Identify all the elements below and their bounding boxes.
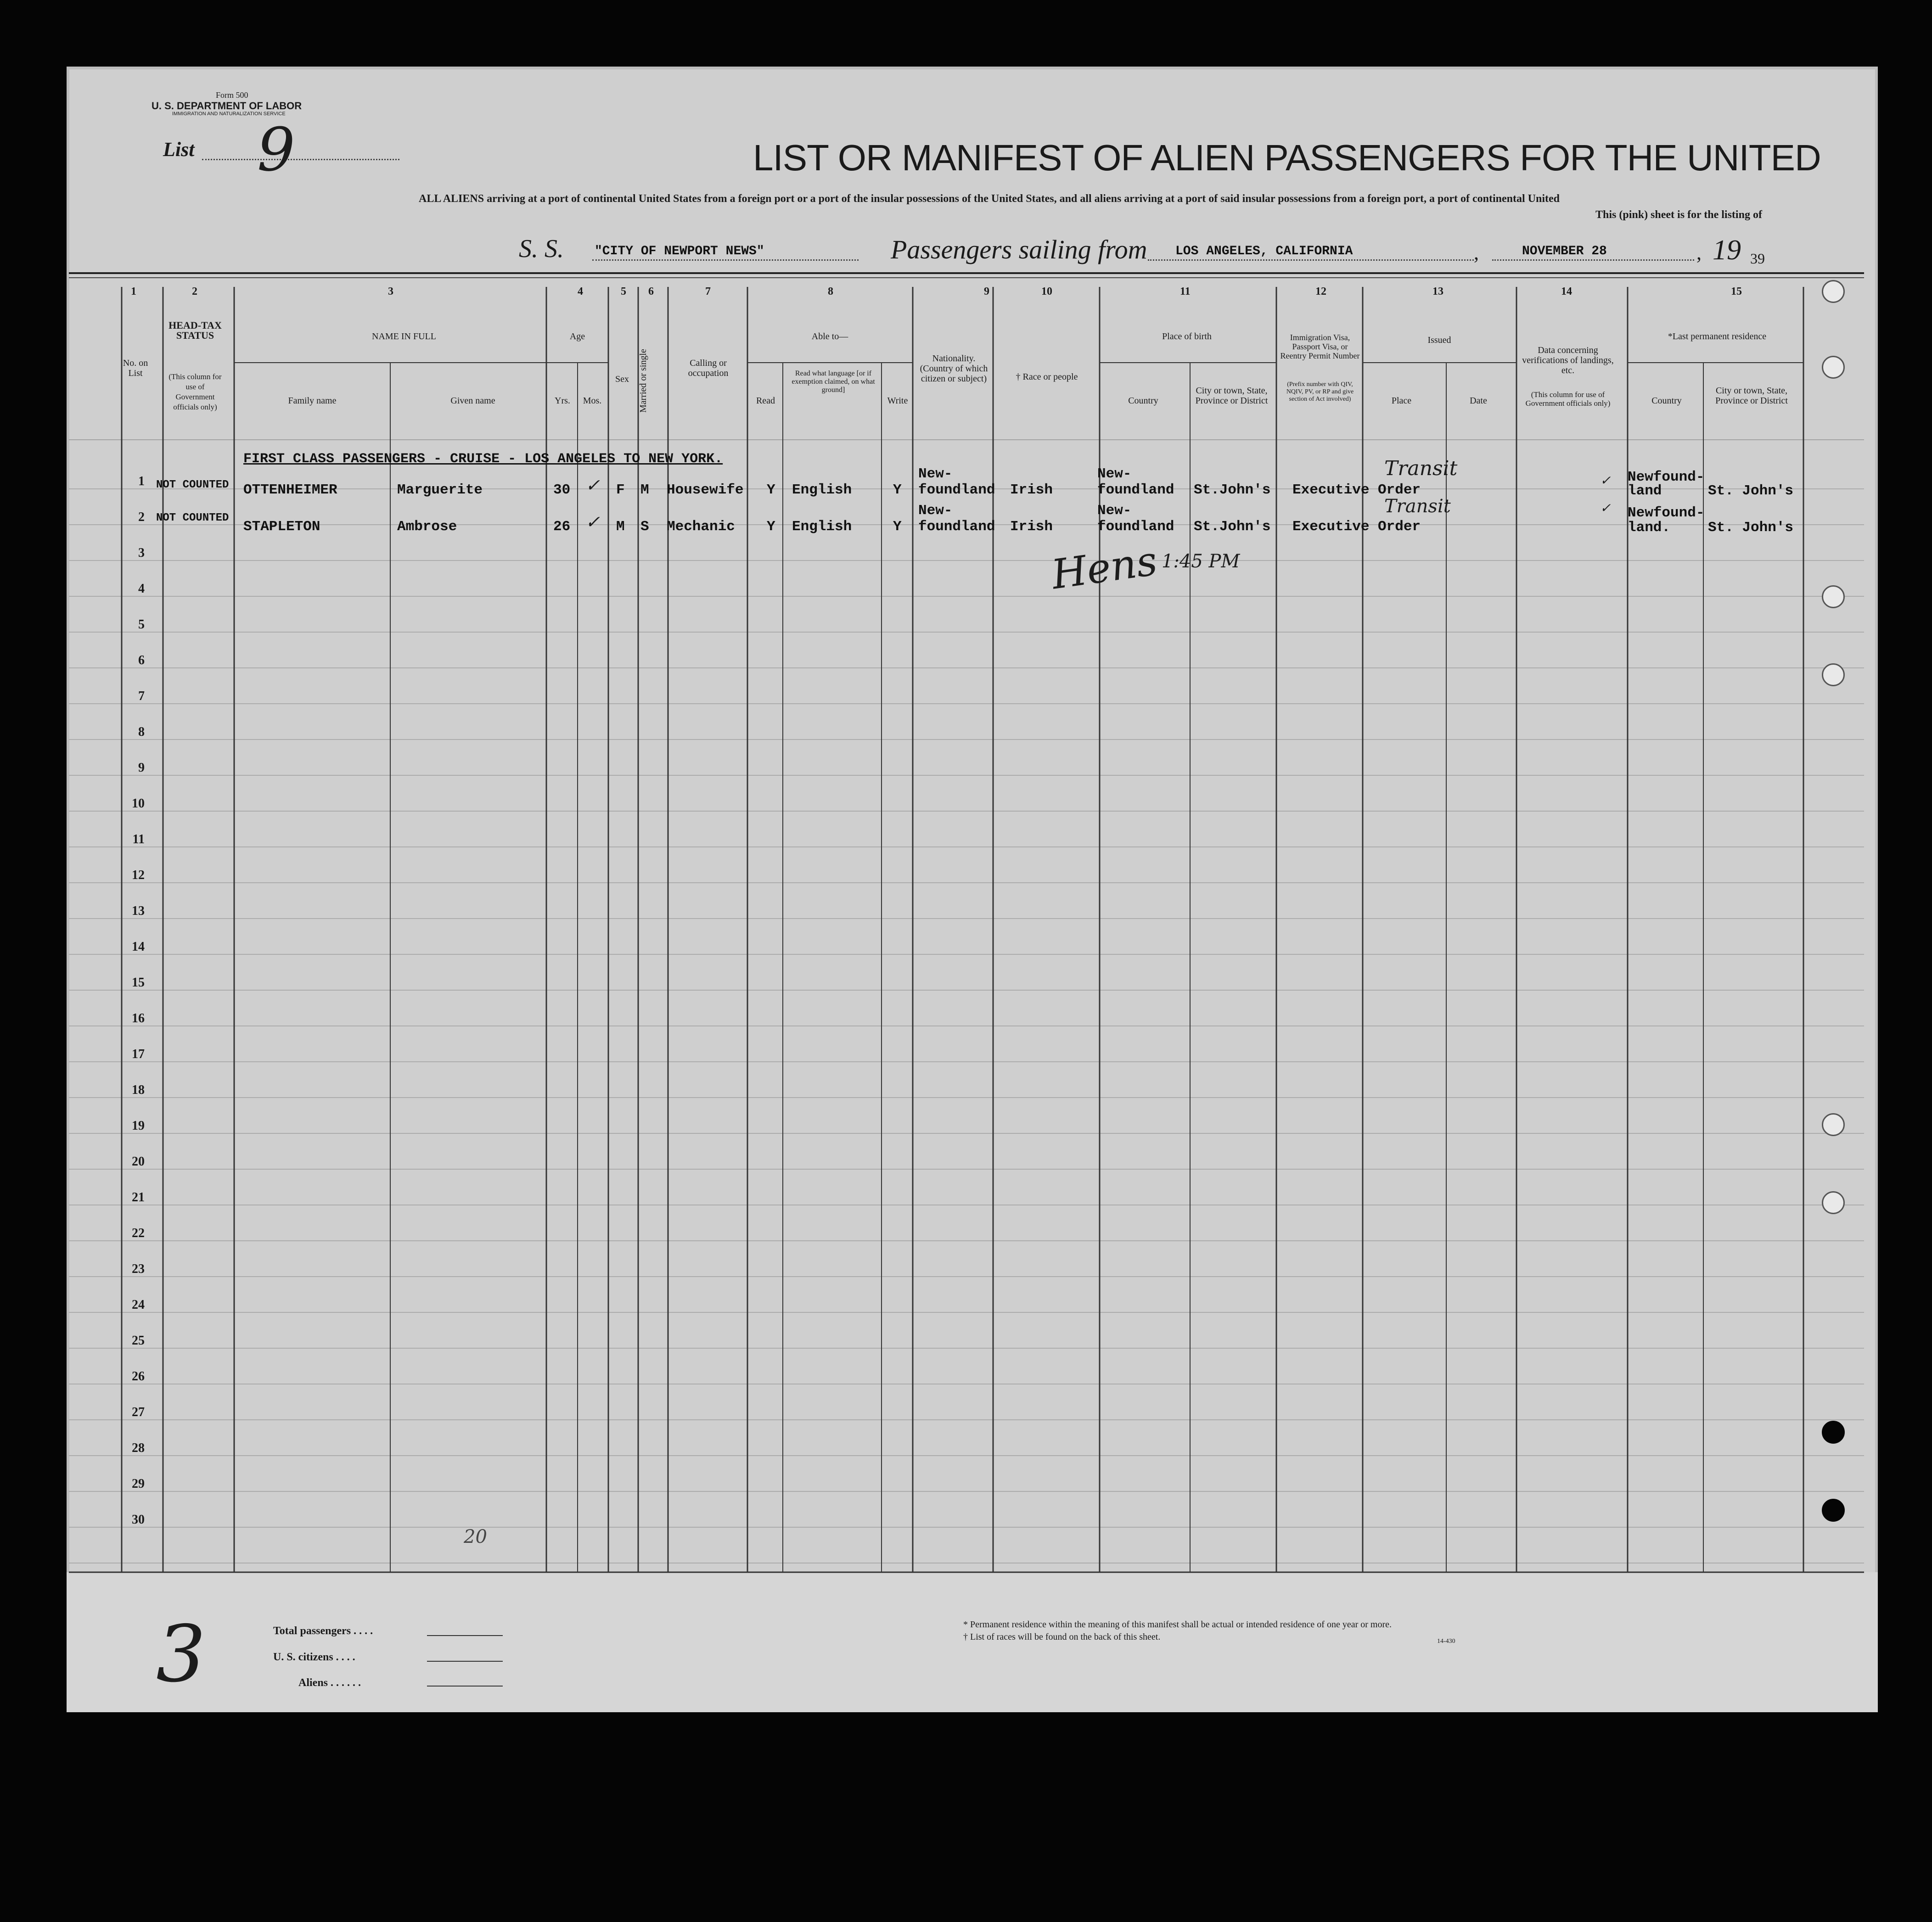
row-number: 3	[138, 546, 145, 560]
row1-nationality-2: foundland	[918, 482, 995, 498]
row-number: 30	[132, 1513, 145, 1527]
corner-number: 3	[156, 1609, 206, 1700]
ship-name: "CITY OF NEWPORT NEWS"	[595, 244, 764, 258]
date-line	[1492, 259, 1694, 261]
header-issued: Issued	[1427, 335, 1451, 345]
inspection-time: 1:45 PM	[1162, 551, 1240, 572]
port-name: LOS ANGELES, CALIFORNIA	[1175, 244, 1353, 258]
header-last-residence: *Last permanent residence	[1668, 331, 1767, 342]
row-number: 12	[132, 868, 145, 882]
row-number: 8	[138, 725, 145, 739]
row-number: 22	[132, 1226, 145, 1240]
punch-hole	[1822, 585, 1845, 608]
row1-yrs: 30	[553, 482, 571, 498]
row1-calling: Housewife	[667, 482, 744, 498]
header-mos: Mos.	[583, 396, 602, 406]
punch-hole	[1822, 1113, 1845, 1136]
row-number: 13	[132, 904, 145, 918]
row2-birth-city: St.John's	[1194, 519, 1271, 535]
row1-language: English	[792, 482, 852, 498]
header-no-on-list: No. on List	[123, 358, 148, 378]
header-yrs: Yrs.	[555, 396, 570, 406]
row1-nationality-1: New-	[918, 466, 953, 482]
header-head-tax-note: (This column for use of Government officials only)	[168, 372, 222, 411]
row1-read: Y	[767, 482, 775, 498]
row2-family-name: STAPLETON	[243, 519, 320, 535]
ship-line	[592, 259, 859, 261]
header-verifications-note: (This column for use of Government officials only)	[1525, 390, 1611, 408]
col-num-3: 3	[388, 286, 393, 297]
service-name: IMMIGRATION AND NATURALIZATION SERVICE	[172, 111, 286, 117]
form-code: 14-430	[1437, 1638, 1455, 1645]
header-residence-country: Country	[1651, 396, 1682, 406]
header-nationality: Nationality. (Country of which citizen or subject)	[920, 353, 988, 384]
col-num-14: 14	[1561, 286, 1572, 297]
punch-hole	[1822, 356, 1845, 379]
us-citizens-line	[427, 1661, 503, 1662]
row2-yrs: 26	[553, 519, 571, 535]
row-number: 7	[138, 689, 145, 703]
header-verifications: Data concerning verifications of landings, etc.	[1522, 345, 1614, 375]
aliens-line	[427, 1686, 503, 1687]
header-given-name: Given name	[450, 396, 495, 406]
row-number: 23	[132, 1262, 145, 1276]
row1-family-name: OTTENHEIMER	[243, 482, 337, 498]
row1-birth-city: St.John's	[1194, 482, 1271, 498]
header-issued-place: Place	[1391, 396, 1412, 406]
row1-sex: F	[616, 482, 625, 498]
row-number: 9	[138, 761, 145, 775]
row1-given-name: Marguerite	[397, 482, 483, 498]
section-heading: FIRST CLASS PASSENGERS - CRUISE - LOS ANGELES TO NEW YORK.	[243, 451, 723, 467]
list-value-handwritten: 9	[257, 115, 295, 185]
row-number: 16	[132, 1011, 145, 1025]
row1-head-tax: NOT COUNTED	[156, 479, 229, 491]
inspector-signature: Hens	[1048, 537, 1160, 599]
header-write: Write	[887, 396, 908, 406]
port-line	[1148, 259, 1474, 261]
header-calling: Calling or occupation	[688, 358, 729, 378]
row2-calling: Mechanic	[667, 519, 735, 535]
row-number: 5	[138, 617, 145, 632]
header-sex: Sex	[615, 374, 629, 384]
header-place-of-birth: Place of birth	[1162, 331, 1212, 342]
header-age: Age	[569, 331, 585, 342]
row1-issued-place: Transit	[1384, 457, 1458, 480]
col-num-8: 8	[828, 286, 833, 297]
year-prefix: 19	[1713, 235, 1741, 266]
sailing-label: Passengers sailing from	[891, 235, 1147, 264]
row1-race: Irish	[1010, 482, 1053, 498]
row2-given-name: Ambrose	[397, 519, 457, 535]
row2-verification: ✓	[1600, 500, 1611, 516]
header-family-name: Family name	[288, 396, 337, 406]
row2-sex: M	[616, 519, 625, 535]
row2-write: Y	[893, 519, 902, 535]
row2-nationality-1: New-	[918, 503, 953, 519]
row2-res-city: St. John's	[1708, 520, 1794, 536]
row-number: 24	[132, 1298, 145, 1312]
department-name: U. S. DEPARTMENT OF LABOR	[152, 100, 302, 112]
row1-res-city: St. John's	[1708, 483, 1794, 499]
row-number: 26	[132, 1369, 145, 1384]
row-number: 27	[132, 1405, 145, 1419]
row1-res-country-2: land	[1628, 483, 1662, 499]
header-birth-city: City or town, State, Province or District	[1195, 386, 1268, 406]
col-num-9: 9	[984, 286, 989, 297]
form-number: Form 500	[216, 90, 248, 100]
total-passengers-label: Total passengers . . . .	[273, 1625, 373, 1637]
row2-read: Y	[767, 519, 775, 535]
row2-visa: Executive Order	[1292, 519, 1421, 535]
aliens-label: Aliens . . . . . .	[298, 1677, 361, 1689]
header-visa-note: (Prefix number with QIV, NQIV, PV, or RP and give section of Act involved)	[1286, 381, 1354, 403]
row-number: 28	[132, 1441, 145, 1455]
col-num-10: 10	[1041, 286, 1052, 297]
row2-res-country-2: land.	[1628, 520, 1671, 536]
year-suffix: 39	[1750, 250, 1765, 267]
row2-res-country-1: Newfound-	[1628, 505, 1705, 521]
row-number: 15	[132, 975, 145, 990]
footnote-races: † List of races will be found on the back of this sheet.	[963, 1632, 1161, 1642]
row2-race: Irish	[1010, 519, 1053, 535]
punch-hole	[1822, 1191, 1845, 1214]
punch-hole	[1822, 1499, 1845, 1522]
row1-visa: Executive Order	[1292, 482, 1421, 498]
comma-1: ,	[1474, 241, 1479, 264]
row-number: 18	[132, 1083, 145, 1097]
col-num-6: 6	[648, 286, 654, 297]
header-issued-date: Date	[1470, 396, 1487, 406]
col-num-7: 7	[705, 286, 711, 297]
comma-2: ,	[1696, 241, 1702, 264]
row-number: 6	[138, 653, 145, 667]
row-number: 21	[132, 1190, 145, 1205]
col-num-4: 4	[578, 286, 583, 297]
row1-verification: ✓	[1600, 473, 1611, 488]
row-number: 4	[138, 582, 145, 596]
subtitle-line-1: ALL ALIENS arriving at a port of continental United States from a foreign port or a port of the insular possessions of the United States, and all aliens arriving at a port of said insular possessions from a foreign port, a port of continental United	[419, 193, 1560, 205]
row-number: 2	[138, 510, 145, 524]
row2-head-tax: NOT COUNTED	[156, 512, 229, 524]
row1-res-country-1: Newfound-	[1628, 469, 1705, 485]
row-number: 1	[138, 474, 145, 488]
col-num-12: 12	[1315, 286, 1326, 297]
row2-birth-country-2: foundland	[1097, 519, 1174, 535]
header-visa: Immigration Visa, Passport Visa, or Reentry Permit Number	[1280, 333, 1360, 360]
row-number: 10	[132, 796, 145, 811]
header-head-tax: HEAD-TAX STATUS	[168, 319, 222, 341]
row-number: 11	[132, 832, 145, 846]
footnote-permanent-residence: * Permanent residence within the meaning of this manifest shall be actual or intended residence of one year or more.	[963, 1619, 1392, 1630]
col-num-1: 1	[131, 286, 136, 297]
row1-married: M	[640, 482, 649, 498]
sailing-date: NOVEMBER 28	[1522, 244, 1607, 258]
page-count-note: 20	[464, 1526, 487, 1547]
us-citizens-label: U. S. citizens . . . .	[273, 1651, 355, 1663]
header-race: † Race or people	[1016, 372, 1078, 382]
punch-hole	[1822, 1421, 1845, 1444]
ss-label: S. S.	[519, 235, 564, 263]
row2-issued-place: Transit	[1384, 496, 1451, 517]
col-num-5: 5	[621, 286, 626, 297]
col-num-2: 2	[192, 286, 197, 297]
header-married: Married or single	[638, 349, 648, 413]
header-residence-city: City or town, State, Province or District	[1715, 386, 1788, 406]
row-number: 19	[132, 1119, 145, 1133]
total-passengers-line	[427, 1635, 503, 1636]
col-num-15: 15	[1731, 286, 1742, 297]
row-number: 20	[132, 1154, 145, 1169]
col-num-13: 13	[1432, 286, 1443, 297]
row-number: 25	[132, 1334, 145, 1348]
header-name-in-full: NAME IN FULL	[372, 331, 436, 342]
subtitle-line-2: This (pink) sheet is for the listing of	[1595, 209, 1762, 221]
col-num-11: 11	[1180, 286, 1191, 297]
header-birth-country: Country	[1128, 396, 1158, 406]
row1-write: Y	[893, 482, 902, 498]
row2-mos: ✓	[585, 512, 600, 532]
manifest-title: LIST OR MANIFEST OF ALIEN PASSENGERS FOR THE UNITED	[753, 137, 1821, 178]
list-line	[202, 159, 399, 160]
row2-nationality-2: foundland	[918, 519, 995, 535]
row-number: 17	[132, 1047, 145, 1061]
row-number: 29	[132, 1477, 145, 1491]
list-label: List	[163, 138, 195, 161]
row2-birth-country-1: New-	[1097, 503, 1132, 519]
punch-hole	[1822, 280, 1845, 303]
header-read: Read	[756, 396, 775, 406]
row1-mos: ✓	[585, 475, 600, 495]
row1-birth-country-2: foundland	[1097, 482, 1174, 498]
row-number: 14	[132, 940, 145, 954]
row1-birth-country-1: New-	[1097, 466, 1132, 482]
row2-language: English	[792, 519, 852, 535]
header-read-what: Read what language [or if exemption claimed, on what ground]	[792, 370, 875, 394]
punch-hole	[1822, 663, 1845, 686]
header-able-to: Able to—	[811, 331, 848, 342]
row2-married: S	[640, 519, 649, 535]
